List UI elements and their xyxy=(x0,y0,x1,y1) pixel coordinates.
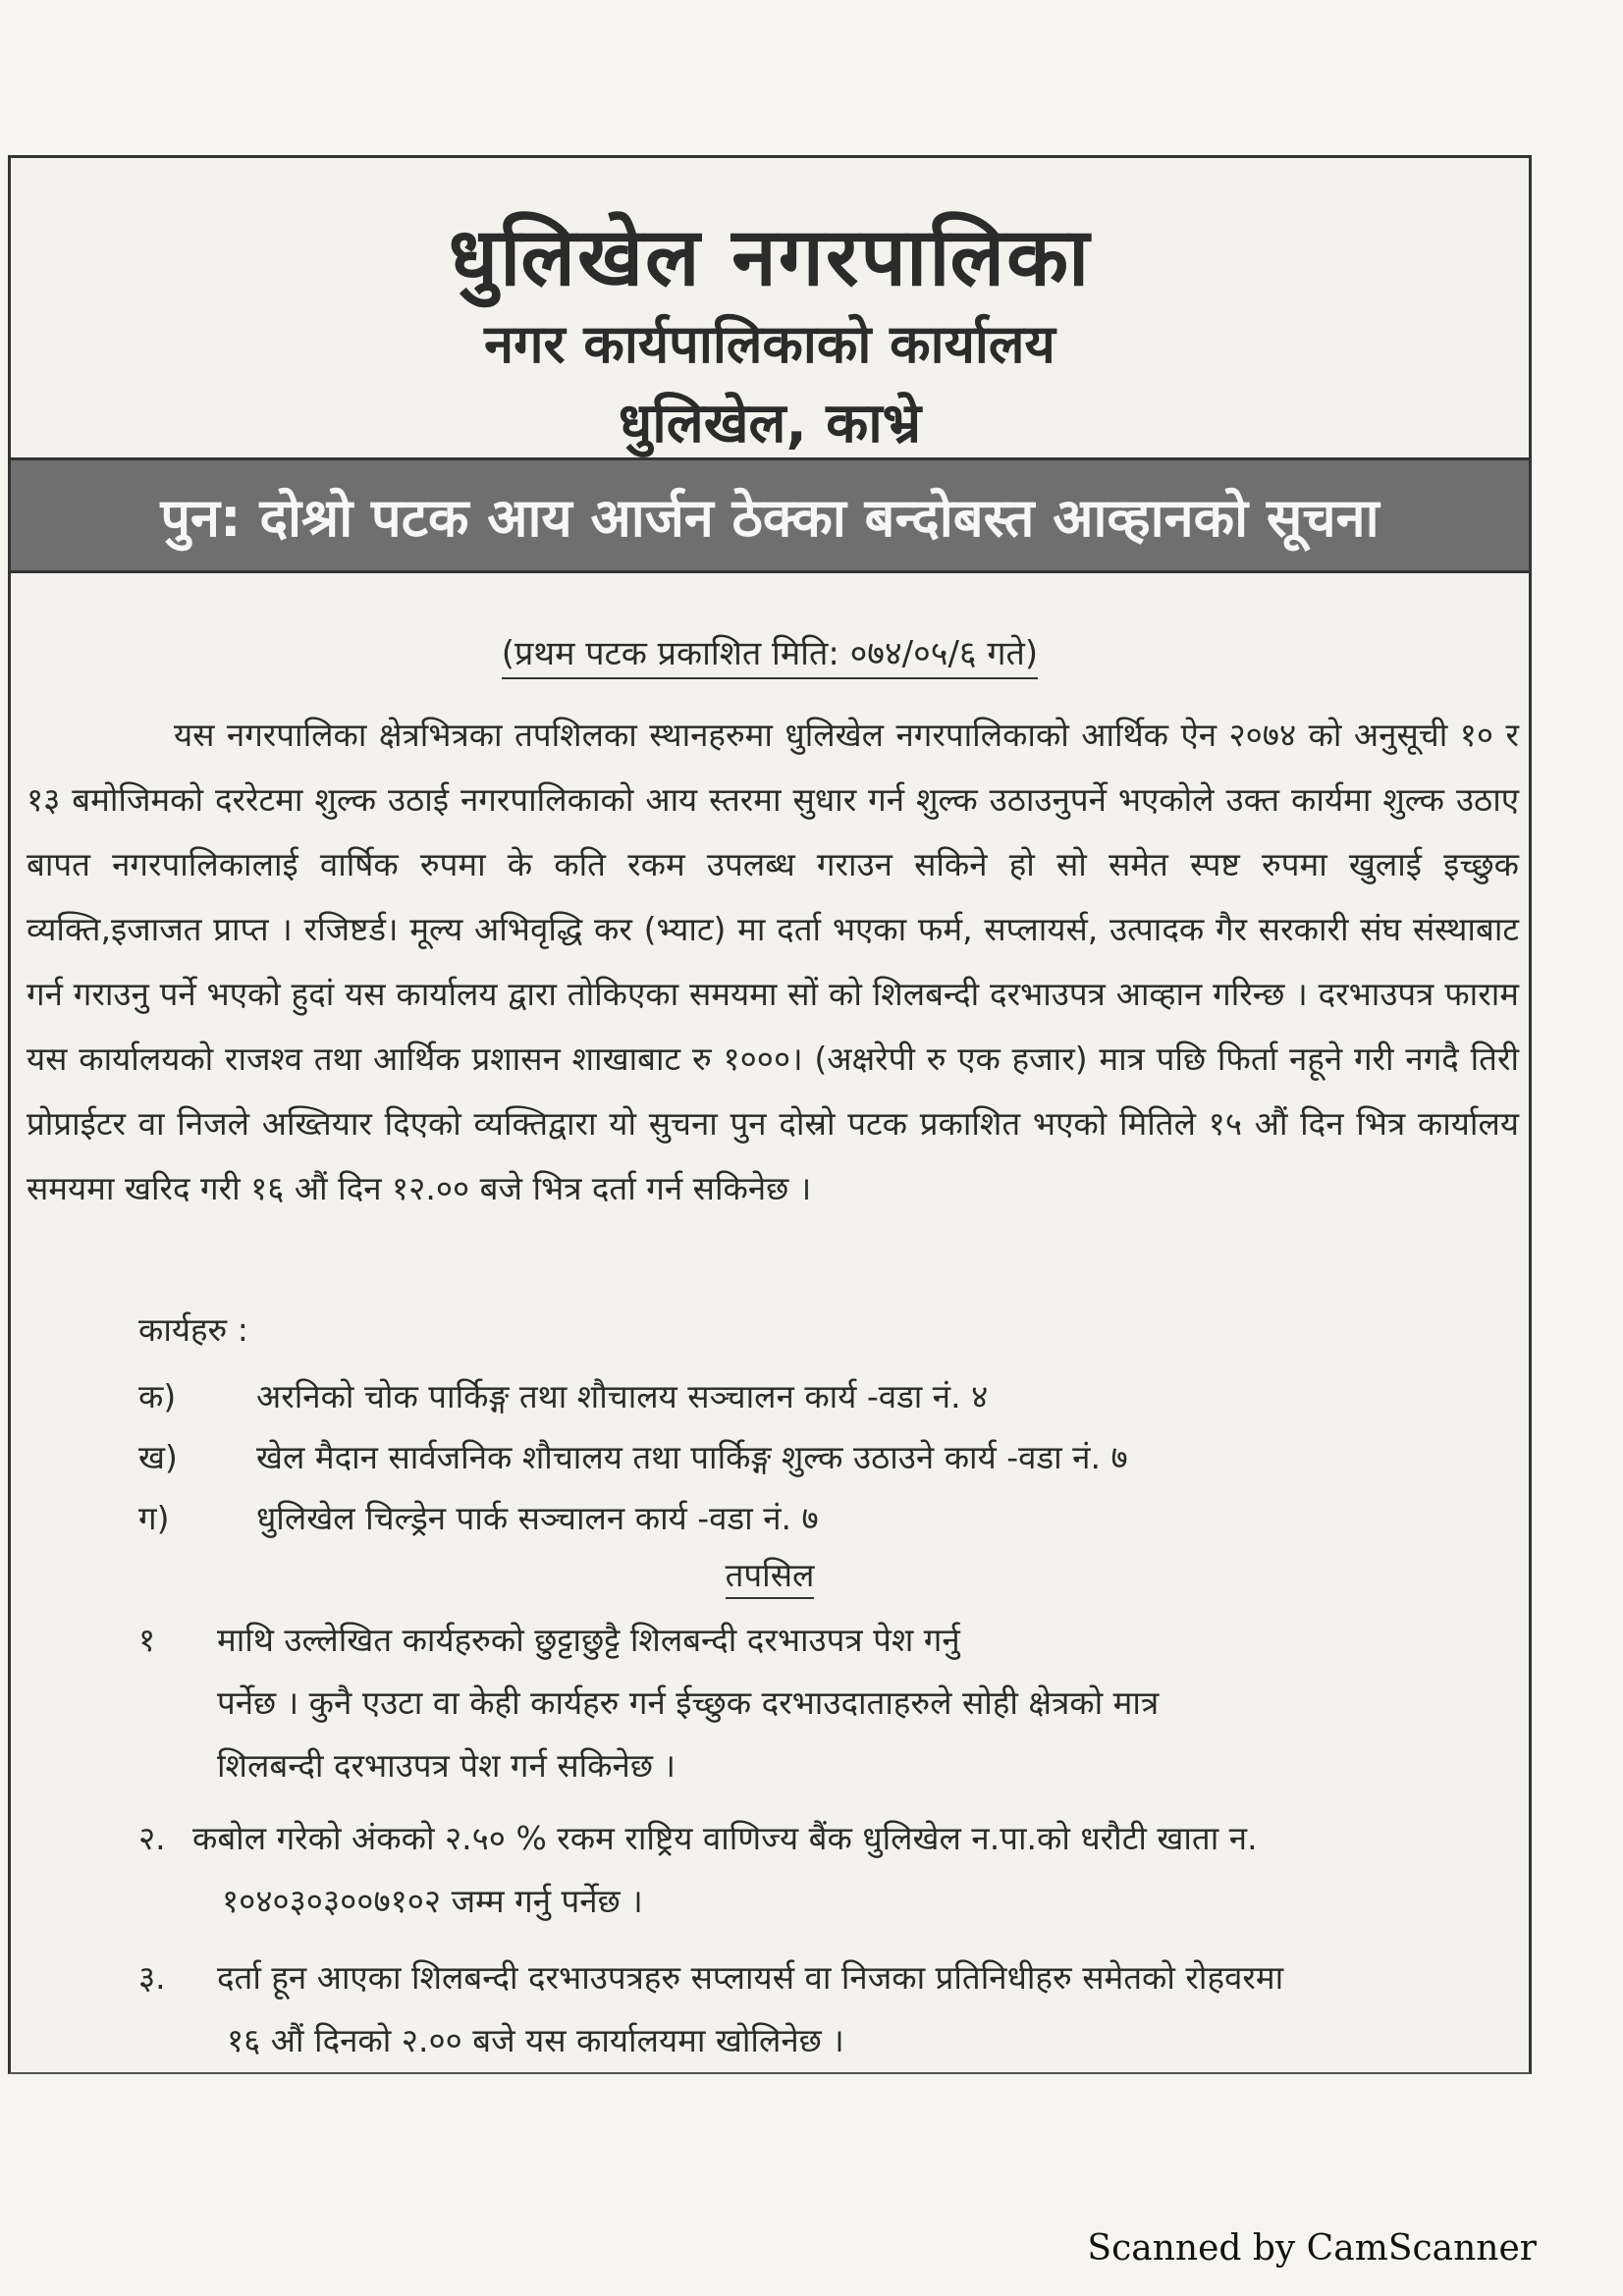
publish-note-line xyxy=(11,629,1529,674)
detail-line: कबोल गरेको अंकको २.५० % रकम राष्ट्रिय वाणिज्य बैंक धुलिखेल न.पा.को धरौटी खाता न. xyxy=(192,1819,1258,1857)
works-label: कार्यहरु : xyxy=(138,1310,248,1349)
office-subtitle: नगर कार्यपालिकाको कार्यालय xyxy=(484,313,1055,375)
detail-line: शिलबन्दी दरभाउपत्र पेश गर्न सकिनेछ । xyxy=(217,1746,676,1785)
notice-header xyxy=(11,158,1529,457)
office-location: धुलिखेल, काभ्रे xyxy=(618,392,922,455)
detail-number: ३. xyxy=(138,1958,166,1997)
notice-paragraph: यस नगरपालिका क्षेत्रभित्रका तपशिलका स्थानहरुमा धुलिखेल नगरपालिकाको आर्थिक ऐन २०७४ को अनुसूची १० र १३ बमोजिमको दररेटमा शुल्क उठाई नगरपालिकाको आय स्तरमा सुधार गर्न शुल्क उठाउनुपर्ने भएकोले उक्त कार्यमा शुल्क उठाए बापत नगरपालिकालाई वार्षिक रुपमा के कति रकम उपलब्ध गराउन सकिने हो सो समेत स्पष्ट रुपमा खुलाई इच्छुक व्यक्ति,इजाजत प्राप्त । रजिष्टर्ड। मूल्य अभिवृद्धि कर (भ्याट) मा दर्ता भएका फर्म, सप्लायर्स, उत्पादक गैर सरकारी संघ संस्थाबाट गर्न गराउनु पर्ने भएको हुदां यस कार्यालय द्वारा तोकिएका समयमा सों को शिलबन्दी दरभाउपत्र आव्हान गरिन्छ । दरभाउपत्र फाराम यस कार्यालयको राजश्व तथा आर्थिक प्रशासन शाखाबाट रु १०००। (अक्षरेपी रु एक हजार) मात्र पछि फिर्ता नहूने गरी नगदै तिरी प्रोप्राईटर वा निजले अख्तियार दिएको व्यक्तिद्वारा यो सुचना पुन दोस्रो पटक प्रकाशित भएको मितिले १५ औं दिन भित्र कार्यालय समयमा खरिद गरी १६ औं दिन १२.०० बजे भित्र दर्ता गर्न सकिनेछ । xyxy=(27,716,1519,1207)
detail-item xyxy=(138,1947,1523,2084)
detail-item xyxy=(138,1609,1513,1805)
work-item-text: धुलिखेल चिल्ड्रेन पार्क सञ्चालन कार्य -वडा नं. ७ xyxy=(256,1499,819,1537)
notice-banner: पुन: दोश्रो पटक आय आर्जन ठेक्का बन्दोबस्त आव्हानको सूचना xyxy=(11,457,1529,573)
work-item xyxy=(138,1495,819,1539)
detail-item xyxy=(138,1807,1523,1945)
municipality-title: धुलिखेल नगरपालिका xyxy=(448,211,1092,304)
notice-sheet xyxy=(8,155,1532,2074)
detail-line: १६ औं दिनको २.०० बजे यस कार्यालयमा खोलिनेछ । xyxy=(227,2021,844,2059)
details-heading: तपसिल xyxy=(726,1556,815,1599)
detail-number: २. xyxy=(138,1819,166,1857)
detail-text xyxy=(192,1807,1258,1933)
detail-text xyxy=(217,1609,1159,1797)
detail-line: माथि उल्लेखित कार्यहरुको छुट्टाछुट्टै शिलबन्दी दरभाउपत्र पेश गर्नु xyxy=(217,1621,960,1659)
publish-note: (प्रथम पटक प्रकाशित मिति: ०७४/०५/६ गते) xyxy=(502,634,1038,679)
detail-line: दर्ता हून आएका शिलबन्दी दरभाउपत्रहरु सप्लायर्स वा निजका प्रतिनिधीहरु समेतको रोहवरमा xyxy=(217,1958,1284,1997)
detail-line: १०४०३०३००७१०२ जम्म गर्नु पर्नेछ । xyxy=(222,1882,643,1920)
work-item xyxy=(138,1434,1128,1478)
detail-text xyxy=(217,1947,1283,2072)
detail-line: पर्नेछ । कुनै एउटा वा केही कार्यहरु गर्न ईच्छुक दरभाउदाताहरुले सोही क्षेत्रको मात्र xyxy=(217,1683,1160,1722)
work-item-marker: क) xyxy=(138,1377,177,1415)
detail-number: १ xyxy=(138,1621,156,1659)
scanner-watermark: Scanned by CamScanner xyxy=(1087,2228,1537,2269)
work-item-text: अरनिको चोक पार्किङ्ग तथा शौचालय सञ्चालन कार्य -वडा नं. ४ xyxy=(256,1377,989,1415)
details-heading-line xyxy=(11,1552,1529,1596)
work-item-text: खेल मैदान सार्वजनिक शौचालय तथा पार्किङ्ग शुल्क उठाउने कार्य -वडा नं. ७ xyxy=(256,1438,1128,1476)
work-item xyxy=(138,1373,988,1417)
work-item-marker: ख) xyxy=(138,1438,178,1476)
work-item-marker: ग) xyxy=(138,1499,170,1537)
